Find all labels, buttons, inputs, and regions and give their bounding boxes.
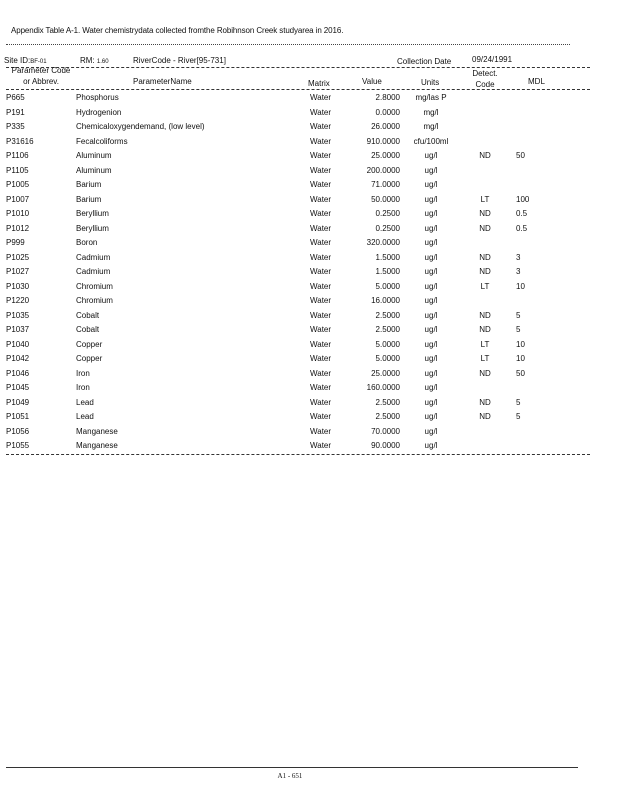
param-code-cell: P31616: [6, 136, 34, 146]
value-cell: 1.5000: [375, 252, 400, 262]
param-code-cell: P999: [6, 238, 25, 247]
table-row: [0, 251, 618, 266]
units-cell: ug/l: [424, 339, 438, 349]
column-header-name: ParameterName: [133, 77, 192, 86]
column-header-code-line2: or Abbrev.: [23, 77, 59, 86]
units-cell: mg/las P: [415, 93, 447, 102]
param-code-cell: P1055: [6, 441, 30, 450]
units-cell: ug/l: [424, 281, 438, 291]
mdl-cell: 100: [516, 194, 530, 204]
units-cell: ug/l: [424, 209, 438, 218]
units-cell: ug/l: [424, 325, 438, 334]
table-row: [0, 396, 618, 411]
table-row: [0, 193, 618, 208]
detect-code-cell: ND: [479, 151, 491, 160]
mdl-cell: 50: [516, 151, 525, 160]
matrix-cell: Water: [310, 194, 332, 204]
param-name-cell: Cadmium: [76, 267, 111, 276]
column-header-detect-line2: Code: [475, 80, 495, 89]
mdl-cell: 50: [516, 368, 525, 378]
detect-code-cell: LT: [480, 339, 490, 349]
table-row: [0, 236, 618, 251]
value-cell: 2.5000: [375, 310, 400, 320]
param-name-cell: Chemicaloxygendemand, (low level): [76, 122, 205, 131]
units-cell: ug/l: [424, 397, 438, 407]
value-cell: 2.8000: [375, 93, 400, 102]
units-cell: ug/l: [424, 368, 438, 378]
detect-code-cell: ND: [479, 310, 491, 320]
value-cell: 0.2500: [375, 209, 400, 218]
param-name-cell: Barium: [76, 194, 102, 204]
value-cell: 70.0000: [371, 426, 400, 436]
value-cell: 160.0000: [366, 383, 400, 392]
param-code-cell: P1042: [6, 354, 30, 363]
value-cell: 5.0000: [375, 339, 400, 349]
units-cell: ug/l: [424, 223, 438, 233]
param-name-cell: Boron: [76, 238, 98, 247]
matrix-cell: Water: [310, 107, 332, 117]
matrix-cell: Water: [310, 165, 332, 175]
units-cell: ug/l: [424, 426, 438, 436]
units-cell: cfu/100ml: [413, 136, 449, 146]
units-cell: ug/l: [424, 165, 438, 175]
footer-rule: [6, 767, 578, 768]
matrix-cell: Water: [310, 151, 332, 160]
table-row: [0, 91, 618, 106]
column-header-detect-line1: Detect.: [472, 69, 498, 78]
units-cell: ug/l: [424, 267, 438, 276]
matrix-cell: Water: [310, 339, 332, 349]
table-row: [0, 178, 618, 193]
value-cell: 2.5000: [375, 325, 400, 334]
mdl-cell: 5: [516, 325, 521, 334]
matrix-cell: Water: [310, 325, 332, 334]
matrix-cell: Water: [310, 397, 332, 407]
matrix-cell: Water: [310, 267, 332, 276]
matrix-cell: Water: [310, 296, 332, 305]
param-code-cell: P1046: [6, 368, 30, 378]
units-cell: ug/l: [424, 194, 438, 204]
mdl-cell: 0.5: [516, 223, 528, 233]
value-cell: 5.0000: [375, 354, 400, 363]
detect-code-cell: ND: [479, 325, 491, 334]
table-row: [0, 367, 618, 382]
value-cell: 90.0000: [371, 441, 400, 450]
table-row: [0, 280, 618, 295]
value-cell: 26.0000: [371, 122, 400, 131]
value-cell: 200.0000: [366, 165, 400, 175]
detect-code-cell: ND: [479, 209, 491, 218]
param-code-cell: P1049: [6, 397, 30, 407]
param-code-cell: P1010: [6, 209, 30, 218]
river-code: RiverCode - River[95-731]: [133, 56, 226, 65]
param-name-cell: Copper: [76, 339, 103, 349]
param-code-cell: P335: [6, 122, 25, 131]
detect-code-cell: ND: [479, 397, 491, 407]
table-row: [0, 352, 618, 367]
units-cell: ug/l: [424, 252, 438, 262]
detect-code-cell: ND: [479, 223, 491, 233]
column-header-matrix: Matrix: [308, 79, 330, 88]
matrix-cell: Water: [310, 180, 332, 189]
table-row: [0, 222, 618, 237]
mdl-cell: 10: [516, 281, 525, 291]
param-name-cell: Copper: [76, 354, 103, 363]
value-cell: 0.2500: [375, 223, 400, 233]
param-code-cell: P1012: [6, 223, 30, 233]
param-name-cell: Beryllium: [76, 209, 109, 218]
value-cell: 50.0000: [371, 194, 400, 204]
document-title: Appendix Table A-1. Water chemistrydata collected fromthe Robihnson Creek studyarea in 2016.: [11, 26, 344, 35]
param-code-cell: P1051: [6, 412, 30, 421]
matrix-cell: Water: [310, 383, 332, 392]
column-header-mdl: MDL: [528, 77, 545, 86]
column-header-code-line1: Parameter Code: [11, 66, 71, 75]
param-code-cell: P1220: [6, 296, 30, 305]
rm-label: RM:: [80, 56, 95, 65]
param-name-cell: Aluminum: [76, 151, 112, 160]
value-cell: 71.0000: [371, 180, 400, 189]
detect-code-cell: ND: [479, 368, 491, 378]
table-row: [0, 120, 618, 135]
value-cell: 5.0000: [375, 281, 400, 291]
param-name-cell: Cobalt: [76, 325, 100, 334]
table-row: [0, 309, 618, 324]
header-bottom-rule: [6, 89, 590, 90]
mdl-cell: 3: [516, 252, 521, 262]
matrix-cell: Water: [310, 209, 332, 218]
mdl-cell: 3: [516, 267, 521, 276]
title-divider: [6, 44, 570, 45]
param-name-cell: Chromium: [76, 296, 113, 305]
matrix-cell: Water: [310, 368, 332, 378]
mdl-cell: 0.5: [516, 209, 528, 218]
table-row: [0, 207, 618, 222]
units-cell: ug/l: [424, 310, 438, 320]
matrix-cell: Water: [310, 122, 332, 131]
param-code-cell: P1056: [6, 426, 30, 436]
page-number: A1 - 651: [277, 772, 303, 780]
matrix-cell: Water: [310, 441, 332, 450]
detect-code-cell: ND: [479, 252, 491, 262]
param-name-cell: Barium: [76, 180, 102, 189]
units-cell: ug/l: [424, 354, 438, 363]
table-row: [0, 338, 618, 353]
mdl-cell: 10: [516, 339, 525, 349]
detect-code-cell: LT: [480, 281, 490, 291]
param-name-cell: Chromium: [76, 281, 113, 291]
column-header-code: [6, 66, 76, 86]
value-cell: 1.5000: [375, 267, 400, 276]
units-cell: ug/l: [424, 180, 438, 189]
rm: [80, 56, 109, 65]
param-name-cell: Fecalcoliforms: [76, 136, 128, 146]
param-code-cell: P1105: [6, 165, 29, 175]
units-cell: ug/l: [424, 238, 438, 247]
table-row: [0, 106, 618, 121]
value-cell: 320.0000: [366, 238, 400, 247]
param-code-cell: P1007: [6, 194, 30, 204]
param-code-cell: P1025: [6, 252, 30, 262]
matrix-cell: Water: [310, 281, 332, 291]
value-cell: 910.0000: [366, 136, 400, 146]
value-cell: 2.5000: [375, 397, 400, 407]
param-code-cell: P665: [6, 93, 25, 102]
table-row: [0, 425, 618, 440]
collection-date-value: 09/24/1991: [472, 55, 513, 64]
param-code-cell: P1037: [6, 325, 30, 334]
detect-code-cell: LT: [480, 354, 490, 363]
param-name-cell: Manganese: [76, 426, 118, 436]
param-code-cell: P1035: [6, 310, 30, 320]
collection-date-label: Collection Date: [397, 57, 452, 66]
value-cell: 2.5000: [375, 412, 400, 421]
table-row: [0, 410, 618, 425]
mdl-cell: 5: [516, 397, 521, 407]
param-name-cell: Lead: [76, 412, 94, 421]
site-id-label: Site ID:: [4, 56, 31, 65]
param-code-cell: P1040: [6, 339, 30, 349]
table-row: [0, 265, 618, 280]
units-cell: ug/l: [424, 296, 438, 305]
param-name-cell: Beryllium: [76, 223, 109, 233]
matrix-cell: Water: [310, 310, 332, 320]
table-row: [0, 164, 618, 179]
param-name-cell: Lead: [76, 397, 94, 407]
table-row: [0, 323, 618, 338]
param-code-cell: P1030: [6, 281, 30, 291]
detect-code-cell: ND: [479, 267, 491, 276]
matrix-cell: Water: [310, 223, 332, 233]
param-name-cell: Iron: [76, 383, 90, 392]
units-cell: ug/l: [424, 151, 438, 160]
table-row: [0, 439, 618, 454]
matrix-cell: Water: [310, 354, 332, 363]
param-code-cell: P1106: [6, 151, 29, 160]
value-cell: 25.0000: [371, 368, 400, 378]
rm-value: 1.60: [96, 59, 109, 65]
param-name-cell: Cadmium: [76, 252, 111, 262]
units-cell: ug/l: [424, 441, 438, 450]
param-name-cell: Cobalt: [76, 310, 100, 320]
detect-code-cell: ND: [479, 412, 491, 421]
param-code-cell: P1045: [6, 383, 30, 392]
units-cell: ug/l: [424, 412, 438, 421]
table-row: [0, 381, 618, 396]
mdl-cell: 10: [516, 354, 525, 363]
column-header-units: Units: [421, 78, 440, 87]
table-bottom-rule: [6, 454, 590, 455]
value-cell: 25.0000: [371, 151, 400, 160]
matrix-cell: Water: [310, 412, 332, 421]
column-header-detect: [470, 69, 500, 89]
param-code-cell: P191: [6, 107, 25, 117]
value-cell: 16.0000: [371, 296, 400, 305]
matrix-cell: Water: [310, 136, 332, 146]
value-cell: 0.0000: [375, 107, 400, 117]
param-code-cell: P1005: [6, 180, 30, 189]
units-cell: mg/l: [423, 107, 439, 117]
units-cell: mg/l: [423, 122, 439, 131]
param-name-cell: Iron: [76, 368, 90, 378]
table-row: [0, 294, 618, 309]
detect-code-cell: LT: [480, 194, 490, 204]
table-row: [0, 149, 618, 164]
param-name-cell: Aluminum: [76, 165, 112, 175]
param-name-cell: Hydrogenion: [76, 107, 122, 117]
param-code-cell: P1027: [6, 267, 30, 276]
matrix-cell: Water: [310, 238, 332, 247]
mdl-cell: 5: [516, 412, 521, 421]
site-id: [4, 56, 47, 65]
site-id-value: BF-01: [30, 59, 47, 65]
column-header-value: Value: [362, 77, 382, 86]
param-name-cell: Manganese: [76, 441, 118, 450]
table-row: [0, 135, 618, 150]
mdl-cell: 5: [516, 310, 521, 320]
matrix-cell: Water: [310, 252, 332, 262]
matrix-cell: Water: [310, 426, 332, 436]
units-cell: ug/l: [424, 383, 438, 392]
header-top-rule: [6, 67, 590, 68]
matrix-cell: Water: [310, 93, 332, 102]
param-name-cell: Phosphorus: [76, 93, 119, 102]
